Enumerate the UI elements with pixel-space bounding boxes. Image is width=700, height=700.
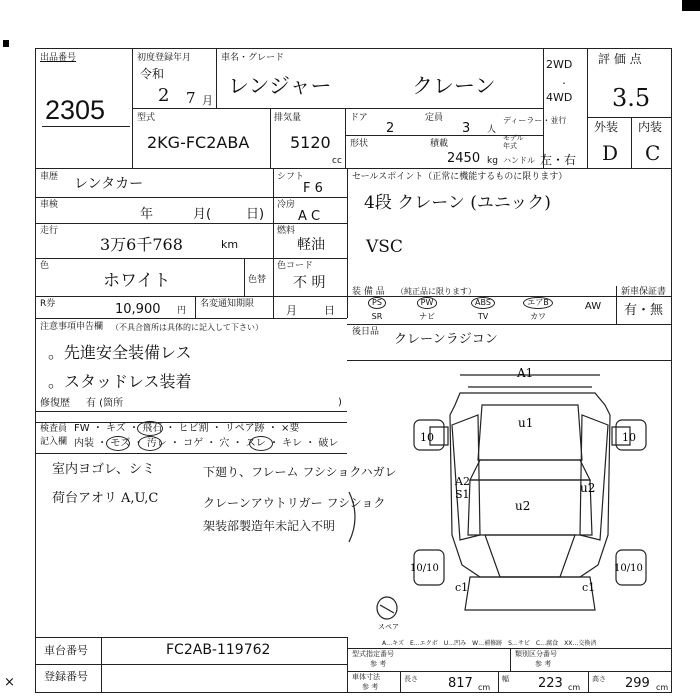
ac-label: 冷房 [277,200,296,210]
displacement-label: 排気量 [274,113,302,123]
mileage-unit: km [221,238,239,251]
class-spec-label: 類別区分番号 [515,650,557,658]
length-value: 817 [448,676,473,691]
address-change-day: 日 [324,304,335,317]
color-code-label: 色コード [277,261,314,271]
first-reg-year: 2 [158,85,170,106]
car-diagram [378,365,660,635]
car-name-label: 車名・グレード [221,53,285,63]
ac-value: A C [298,209,321,224]
exterior-label: 外装 [594,120,619,134]
check-row1: FW ・ キズ ・ 飛石 ・ ヒビ割 ・ リペア跡 ・ ×要 [74,423,300,434]
tire-rear-left: 10/10 [410,563,439,574]
tire-rear-right: 10/10 [614,563,643,574]
dmg-u1: u1 [518,416,534,430]
capacity-value: 3 [462,121,471,136]
length-label: 長さ [404,675,418,683]
doors-label: ドア [350,113,368,123]
corner-mark-bottom-left: × [4,675,15,690]
dmg-u2-center: u2 [515,499,531,513]
class-spec-ref: 参 考 [535,660,552,668]
equip-sr: SR [371,312,383,321]
dealer-label: ディーラー・並行 [503,116,567,125]
handle-model-line1: モデル [503,134,524,142]
first-reg-month: 7 [186,89,196,107]
color-label: 色 [40,261,50,271]
warranty-label: 新車保証書 [621,287,667,297]
check-mark-stone [137,421,163,436]
handle-value: 左・右 [540,153,577,167]
car-grade: クレーン [412,74,496,98]
dmg-a2: A2 [455,475,470,488]
note-bracket [345,490,365,545]
model-label: 型式 [137,113,156,123]
first-reg-month-unit: 月 [202,94,213,107]
height-unit: cm [656,683,669,692]
equipment-note: （純正品に限ります） [396,287,476,296]
aftermarket-value: クレーンラジコン [394,332,498,347]
model-spec-label: 型式指定番号 [352,650,394,658]
color-code: 不 明 [293,275,326,291]
model-spec-ref: 参 考 [370,660,387,668]
handle-label: ハンドル [503,156,535,165]
warranty-value: 有・無 [624,303,664,318]
fuel-value: 軽油 [297,237,325,253]
address-change-label: 名変通知期限 [200,299,255,309]
color-value: ホワイト [103,271,171,291]
chassis-value: FC2AB-119762 [166,642,271,658]
equip-aw: AW [584,301,602,312]
history-value: レンタカー [74,176,144,192]
recycle-unit: 円 [177,306,187,316]
mileage-label: 走行 [40,226,59,236]
capacity-unit: 人 [487,125,497,135]
equip-navi: ナビ [419,312,435,321]
interior-score: C [645,141,661,165]
lot-label: 出品番号 [40,53,77,63]
damage-legend: A…キズ E…エクボ U…凹み W…補修跡 S…サビ C…腐食 XX…交換済 [382,640,597,647]
dmg-c1-left: c1 [455,581,469,594]
repair-value: 有 (箇所 [86,398,124,409]
score-value: 3.5 [612,84,651,112]
recycle-value: 10,900 [115,302,161,317]
model-value: 2KG-FC2ABA [147,133,250,152]
attention-line1: 。先進安全装備レス [48,343,192,362]
sales-line1: 4段 クレーン (ユニック) [364,193,551,213]
equip-pw: PW [414,297,440,309]
load-value: 2450 [447,151,481,166]
load-unit: kg [487,156,498,166]
note-left-2: 荷台アオリ A,U,C [52,491,159,506]
shape-label: 形状 [350,139,369,149]
shift-label: シフト [277,172,305,182]
chassis-label: 車台番号 [44,644,88,657]
length-unit: cm [478,683,491,692]
dmg-a1: A1 [517,366,534,380]
check-label-1: 検査員 [40,424,68,434]
check-mark-dirt [138,436,162,451]
fuel-label: 燃料 [277,226,296,236]
check-mark-wear [249,436,273,451]
sales-line2: VSC [366,237,403,257]
displacement-unit: cc [332,156,342,166]
drive-separator: ・ [560,79,568,88]
sales-label: セールスポイント（正常に機能するものに限ります） [352,172,568,182]
corner-mark-top-left [3,40,9,47]
capacity-label: 定員 [425,113,444,123]
note-right-2: クレーンアウトリガー フシショク [203,496,386,510]
equip-tv: TV [477,312,489,321]
handle-model-line2: 年式 [503,142,517,150]
tire-front-left: 10 [420,431,434,444]
equip-ps: PS [364,297,390,309]
note-left-1: 室内ヨゴレ、シミ [52,462,155,477]
height-label: 高さ [592,675,606,683]
repair-close: ) [338,397,342,408]
color-change-label: 色替 [248,275,267,285]
car-name: レンジャー [228,74,332,98]
attention-note: （不具合箇所は具体的に記入して下さい） [111,323,263,332]
width-value: 223 [538,676,563,691]
attention-line2: 。スタッドレス装着 [48,372,192,391]
check-label-2: 記入欄 [40,437,68,447]
height-value: 299 [625,676,650,691]
width-unit: cm [568,683,581,692]
check-row2: 内装 ・ モズ ・ 汚レ ・ コゲ ・ 穴 ・ スレ ・ キレ ・ 破レ [74,438,339,449]
exterior-score: D [602,141,619,165]
lot-number: 2305 [45,95,106,125]
load-label: 積載 [430,139,449,149]
drive-4wd: 4WD [546,91,573,104]
lot-underline [42,126,130,127]
equip-airbag: エアB [519,297,557,309]
equipment-label: 装 備 品 [352,287,385,297]
interior-label: 内装 [638,120,663,134]
check-mark-scratch [106,436,130,451]
note-right-3: 架装部製造年未記入不明 [203,519,336,533]
width-label: 幅 [502,675,509,683]
dmg-c1-right: c1 [582,581,596,594]
first-reg-label: 初度登録年月 [137,53,192,63]
shift-value: F 6 [303,181,323,196]
recycle-label: R券 [40,299,56,309]
dimension-label: 車体寸法 [352,673,380,681]
corner-mark-top-right [682,0,700,11]
registration-label: 登録番号 [44,670,88,683]
address-change-month: 月 [286,304,297,317]
score-label: 評 価 点 [598,52,642,66]
inspection-month: 月( [193,207,212,222]
tire-front-right: 10 [622,431,636,444]
attention-label: 注意事項申告欄 [40,322,104,332]
mileage-value: 3万6千768 [100,235,183,254]
aftermarket-label: 後日品 [352,327,380,337]
doors-value: 2 [386,121,395,136]
first-reg-era: 令和 [140,67,165,81]
displacement-value: 5120 [290,133,331,152]
inspection-label: 車検 [40,200,59,210]
dmg-s1: S1 [455,488,470,501]
note-right-1: 下廻り、フレーム フシショクハガレ [203,465,397,479]
inspection-year: 年 [140,207,154,222]
equip-leather: カワ [530,312,546,321]
dimension-ref: 参 考 [362,683,379,691]
history-label: 車歴 [40,172,59,182]
drive-2wd: 2WD [546,58,573,71]
spare-label: スペア [378,623,399,631]
dmg-u2-right: u2 [580,481,596,495]
inspection-day: 日) [246,207,265,222]
repair-label: 修復歴 [40,398,70,409]
equip-abs: ABS [466,297,500,309]
